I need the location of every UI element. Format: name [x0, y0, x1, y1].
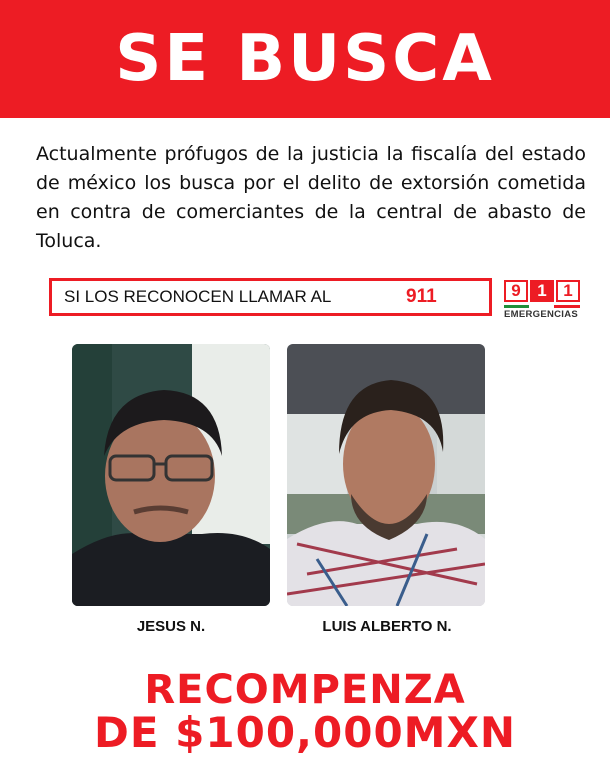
logo-stripe	[504, 305, 580, 308]
suspect-photo-icon	[287, 344, 485, 606]
emergency-911-logo	[504, 280, 580, 320]
header-banner	[0, 0, 610, 118]
suspect-name: JESUS N.	[136, 618, 206, 635]
suspect-name: LUIS ALBERTO N.	[322, 618, 452, 635]
call-text: SI LOS RECONOCEN LLAMAR AL	[64, 287, 332, 306]
logo-label: EMERGENCIAS	[504, 309, 579, 320]
suspect-photo-right	[287, 344, 485, 606]
description-text: Actualmente prófugos de la justicia la fiscalía del estado de méxico los busca por el delito de extorsión cometida en contra de comerciantes de la central de abasto de Toluca.	[36, 143, 586, 252]
logo-digit: 9	[504, 280, 528, 302]
reward-line-1: RECOMPENZA	[144, 667, 466, 713]
call-number: 911	[406, 286, 437, 307]
suspect-photo-left	[72, 344, 270, 606]
logo-digit: 1	[556, 280, 580, 302]
reward-line-2: DE $100,000MXN	[93, 708, 517, 757]
suspect-photo-icon	[72, 344, 270, 606]
banner-title: SE BUSCA	[115, 22, 495, 96]
logo-digit: 1	[530, 280, 554, 302]
call-box	[49, 278, 492, 316]
